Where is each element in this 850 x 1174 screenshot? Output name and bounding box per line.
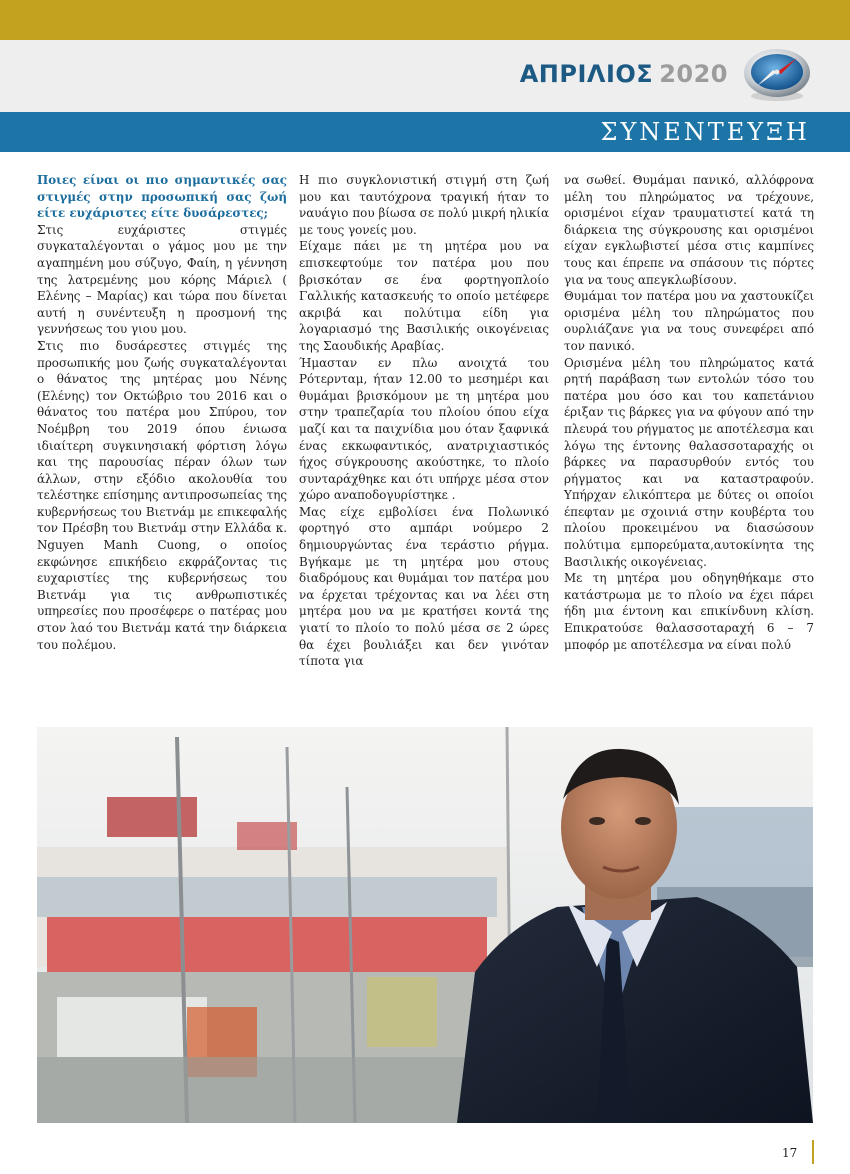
- top-gold-band: [0, 0, 850, 40]
- issue-date: [520, 60, 728, 88]
- text-column-3: [564, 172, 814, 653]
- paragraph: να σωθεί. Θυμάμαι πανικό, αλλόφρονα μέλη του πληρώματος να τρέχουνε, ορισμένοι είχαν τραυματιστεί κατά τη διάρκεια της σύγκρουσης και ορισμένοι είχαν εγκλωβιστεί μέσα στις καμπίνες τους και έπρεπε να σπάσουν τις πόρτες για να τους απεγκλωβίσουν.: [564, 173, 814, 287]
- paragraph: Στις πιο δυσάρεστες στιγμές της προσωπικής μου ζωής συγκαταλέγονται ο θάνατος της μητέρας μου Νένης (Ελένης) τον Οκτώβριο του 2016 και ο θάνατος του πατέρα μου Σπύρου, τον Νοέμβρη του 2019 όπου ένιωσα ιδιαίτερη συγκινησιακή φόρτιση λόγω και της παρουσίας πέραν όλων των άλλων, στην εξόδιο ακολουθία του τελέστηκε επίσημης αντιπροσωπείας της κυβερνήσεως του Βιετνάμ με επικεφαλής τον Πρέσβη του Βιετνάμ στην Ελλάδα κ. Nguyen Manh Cuong, ο οποίος εκφώνησε επικήδειο εκφράζοντας τις ευχαριστίες της κυβερνήσεως του Βιετνάμ για τις ανθρωπιστικές υπηρεσίες που προσέφερε ο πατέρας μου στον λαό του Βιετνάμ κατά την διάρκεια του πολέμου.: [37, 338, 287, 652]
- paragraph: Ορισμένα μέλη του πληρώματος κατά ρητή παράβαση των εντολών τόσο του πατέρα μου όσο και του καπετάνιου έριξαν τις βάρκες για να φύγουν από την πλευρά του ρήγματος με αποτέλεσμα και λόγω της έντονης θαλασσοταραχής οι βάρκες να παρασυρθούν εντός του ρήγματος και να καταστραφούν. Υπήρχαν ελικόπτερα με δύτες οι οποίοι έπεφταν με σχοινιά στην κουβέρτα του πλοίου προκειμένου να διασώσουν πολύτιμα εμπορεύματα,αυτοκίνητα της Βασιλικής οικογένειας.: [564, 355, 814, 569]
- paragraph: Με τη μητέρα μου οδηγηθήκαμε στο κατάστρωμα με το πλοίο να έχει πάρει ήδη μια έντονη και επικίνδυνη κλίση. Επικρατούσε θαλασσοταραχή 6 – 7 μποφόρ με αποτέλεσμα να είναι πολύ: [564, 571, 814, 652]
- issue-month: ΑΠΡΙΛΙΟΣ: [519, 60, 654, 88]
- paragraph: Είχαμε πάει με τη μητέρα μου να επισκεφτούμε τον πατέρα μου που βρισκόταν σε ένα φορτηγοπλοίο Γαλλικής κατασκευής το οποίο μετέφερε ακριβά και πολύτιμα είδη για λογαριασμό της Βασιλικής οικογένειας της Σαουδικής Αραβίας.: [299, 239, 549, 353]
- page-number: 17: [782, 1146, 798, 1160]
- portrait-photo: [37, 727, 813, 1123]
- paragraph: Ήμασταν εν πλω ανοιχτά του Ρότερνταμ, ήταν 12.00 το μεσημέρι και θυμάμαι βρισκόμουν με τη μητέρα μου στην τραπεζαρία του πλοίου όπου είχα μαζί και τα παιχνίδια μου όταν ξαφνικά ένας εκκωφαντικός, ανατριχιαστικός ήχος σύγκρουσης ακούστηκε, το πλοίο συνταράχθηκε και ότι υπήρχε μέσα στον χώρο αναποδογυρίστηκε .: [299, 355, 549, 503]
- text-column-2: [299, 172, 549, 670]
- section-title: ΣΥΝΕΝΤΕΥΞΗ: [600, 118, 810, 146]
- paragraph: Στις ευχάριστες στιγμές συγκαταλέγονται ο γάμος μου με την αγαπημένη μου σύζυγο, Φαίη, η γέννηση της λατρεμένης μου κόρης Μάριελ ( Ελένης – Μαρίας) και τώρα που δίνεται αυτή η συνέντευξη η προσμονή της γεννήσεως του γιου μου.: [37, 222, 287, 337]
- text-column-1: [37, 172, 287, 653]
- compass-icon: [741, 46, 813, 104]
- issue-year: 2020: [659, 60, 728, 88]
- paragraph: Η πιο συγκλονιστική στιγμή στη ζωή μου και ταυτόχρονα τραγική ήταν το ναυάγιο που βίωσα σε πολύ μικρή ηλικία με τους γονείς μου.: [299, 173, 549, 237]
- paragraph: Μας είχε εμβολίσει ένα Πολωνικό φορτηγό στο αμπάρι νούμερο 2 δημιουργώντας ένα τεράστιο ρήγμα. Βγήκαμε με τη μητέρα μου στους διαδρόμους και θυμάμαι τον πατέρα μου να έρχεται τρέχοντας και να λέει στη μητέρα μου να με κρατήσει κοντά της γιατί το πλοίο το πολύ μέσα σε 2 ώρες θα έχει βουλιάξει και δεν γινόταν τίποτα για: [299, 504, 549, 669]
- page-number-rule: [812, 1140, 814, 1164]
- interview-question: Ποιες είναι οι πιο σημαντικές σας στιγμές στην προσωπική σας ζωή είτε ευχάριστες είτε δυσάρεστες;: [37, 173, 287, 221]
- paragraph: Θυμάμαι τον πατέρα μου να χαστουκίζει ορισμένα μέλη του πληρώματος που ουρλιάζανε για να τους συνεφέρει από τον πανικό.: [564, 289, 814, 353]
